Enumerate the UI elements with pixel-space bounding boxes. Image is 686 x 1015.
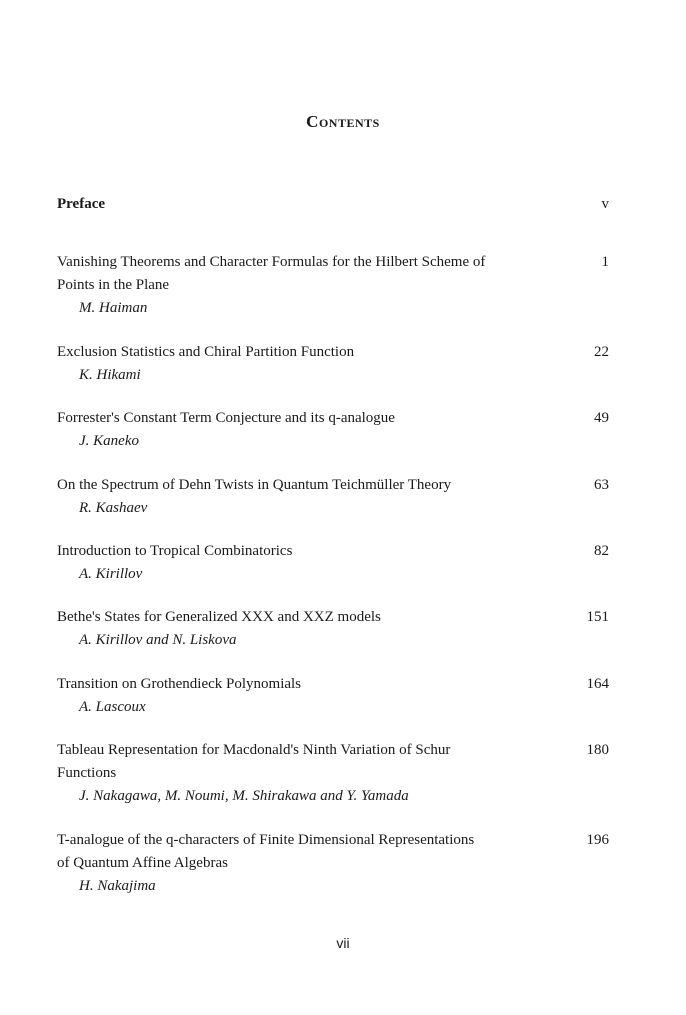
entry-authors: M. Haiman: [79, 300, 148, 316]
entry-authors: H. Nakajima: [79, 878, 156, 894]
toc-entry: [57, 829, 609, 898]
entry-page-number: 196: [586, 832, 609, 848]
entry-page-number: 151: [586, 609, 609, 625]
entry-authors: J. Nakagawa, M. Noumi, M. Shirakawa and Y. Yamada: [79, 788, 409, 804]
entry-authors: A. Lascoux: [79, 699, 146, 715]
entry-authors: J. Kaneko: [79, 433, 139, 449]
entry-page-number: 22: [594, 344, 609, 360]
entry-page-number: 63: [594, 477, 609, 493]
entry-title: Introduction to Tropical Combinatorics: [57, 543, 293, 559]
toc-entry: [57, 540, 609, 586]
entry-page-number: 82: [594, 543, 609, 559]
toc-entry: [57, 474, 609, 520]
toc-entry: [57, 739, 609, 808]
entry-page-number: 164: [586, 676, 609, 692]
entry-authors: R. Kashaev: [79, 500, 148, 516]
preface-label: Preface: [57, 196, 106, 212]
toc-preface: [57, 196, 609, 213]
page-number: vii: [336, 935, 350, 951]
entry-authors: A. Kirillov: [79, 566, 143, 582]
toc-entry: [57, 251, 609, 320]
toc-entry: [57, 407, 609, 453]
entry-title: On the Spectrum of Dehn Twists in Quantum Teichmüller Theory: [57, 477, 452, 493]
entry-title: Transition on Grothendieck Polynomials: [57, 676, 302, 692]
toc-entry: [57, 341, 609, 387]
page-title: Contents: [306, 112, 380, 131]
entry-title: Bethe's States for Generalized XXX and XXZ models: [57, 609, 381, 625]
toc-entry: [57, 606, 609, 652]
entry-title: Vanishing Theorems and Character Formulas for the Hilbert Scheme of Points in the Plane: [57, 254, 486, 293]
entry-authors: K. Hikami: [79, 367, 141, 383]
entry-authors: A. Kirillov and N. Liskova: [79, 632, 237, 648]
entry-page-number: 1: [601, 254, 609, 270]
entry-title: Tableau Representation for Macdonald's Ninth Variation of Schur Functions: [57, 742, 451, 781]
entry-title: Exclusion Statistics and Chiral Partition Function: [57, 344, 355, 360]
entry-page-number: 180: [586, 742, 609, 758]
entry-title: T-analogue of the q-characters of Finite Dimensional Representations of Quantum Affine Algebras: [57, 832, 475, 871]
entry-title: Forrester's Constant Term Conjecture and its q-analogue: [57, 410, 395, 426]
toc-entry: [57, 673, 609, 719]
preface-page-number: v: [601, 196, 609, 212]
entry-page-number: 49: [594, 410, 609, 426]
